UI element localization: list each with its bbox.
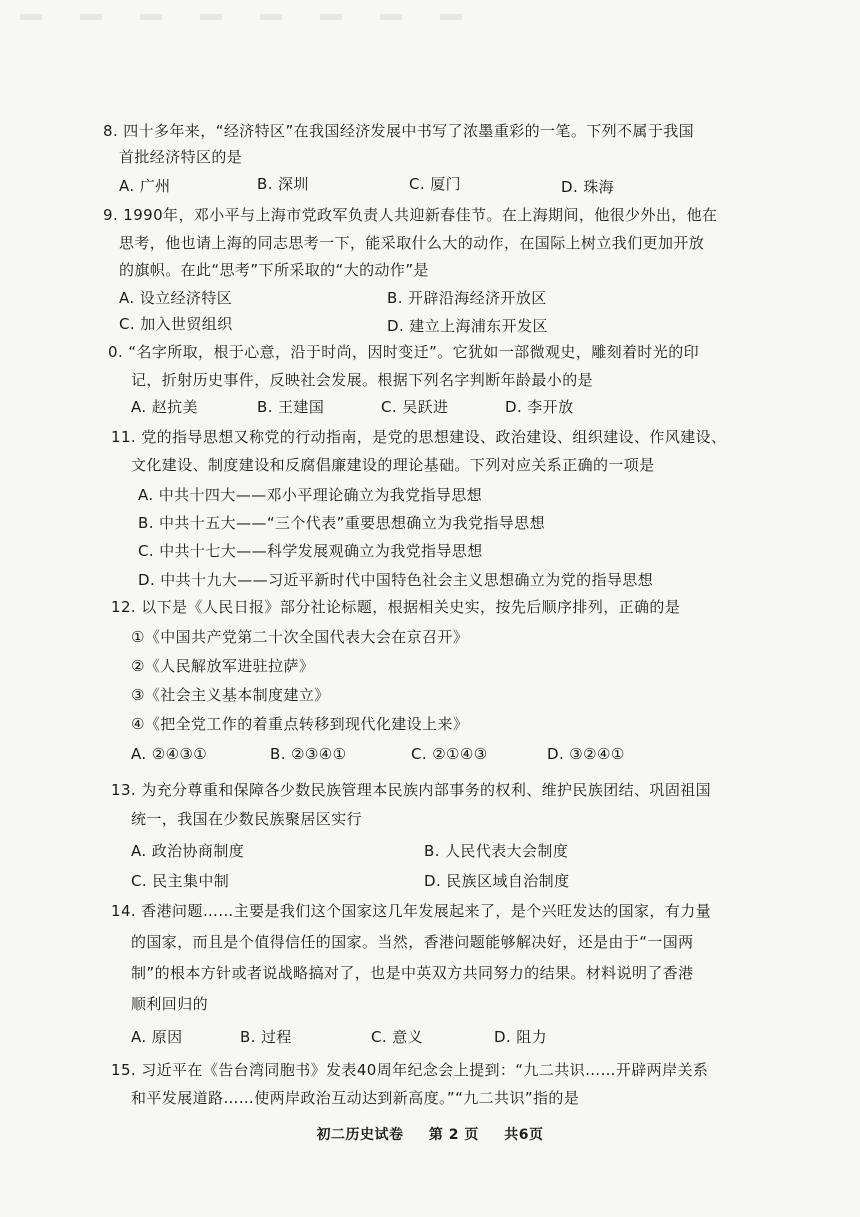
q11-option-d: D. 中共十九大——习近平新时代中国特色社会主义思想确立为党的指导思想 (138, 571, 654, 589)
q13-option-a: A. 政治协商制度 (131, 842, 245, 860)
q14-stem-line2: 的国家，而且是个值得信任的国家。当然，香港问题能够解决好，还是由于“一国两 (131, 933, 694, 951)
q9-stem-line1: 9. 1990年，邓小平与上海市党政军负责人共迎新春佳节。在上海期间，他很少外出，他在 (103, 206, 718, 224)
q11-option-b: B. 中共十五大——“三个代表”重要思想确立为我党指导思想 (138, 514, 545, 532)
q14-stem-line1: 14. 香港问题……主要是我们这个国家这几年发展起来了，是个兴旺发达的国家，有力量 (111, 902, 712, 920)
q8-stem-line1: 8. 四十多年来，“经济特区”在我国经济发展中书写了浓墨重彩的一笔。下列不属于我国 (103, 122, 695, 140)
q8-option-c: C. 厦门 (409, 175, 462, 193)
q14-stem-line4: 顺利回归的 (131, 995, 209, 1013)
q11-option-a: A. 中共十四大——邓小平理论确立为我党指导思想 (138, 486, 483, 504)
q8-option-a: A. 广州 (119, 177, 171, 195)
q13-stem-line2: 统一，我国在少数民族聚居区实行 (131, 810, 363, 828)
q12-option-b: B. ②③④① (270, 745, 347, 763)
q10-option-d: D. 李开放 (505, 398, 574, 416)
footer-title: 初二历史试卷 (316, 1127, 404, 1143)
q12-item-2: ②《人民解放军进驻拉萨》 (131, 657, 315, 675)
q8-option-d: D. 珠海 (561, 178, 615, 196)
scan-artifact (20, 14, 480, 20)
q9-stem-line2: 思考，他也请上海的同志思考一下，能采取什么大的动作，在国际上树立我们更加开放 (119, 234, 705, 252)
q10-option-a: A. 赵抗美 (131, 398, 198, 416)
q14-option-d: D. 阻力 (494, 1028, 548, 1046)
q10-option-b: B. 王建国 (257, 398, 325, 416)
q8-option-b: B. 深圳 (257, 175, 309, 193)
q9-option-c: C. 加入世贸组织 (119, 315, 233, 333)
q12-stem-line1: 12. 以下是《人民日报》部分社论标题，根据相关史实，按先后顺序排列，正确的是 (111, 598, 681, 616)
q13-stem-line1: 13. 为充分尊重和保障各少数民族管理本民族内部事务的权利、维护民族团结、巩固祖国 (111, 781, 712, 799)
q13-option-d: D. 民族区域自治制度 (424, 872, 570, 890)
page-footer (0, 1124, 860, 1144)
q9-stem-line3: 的旗帜。在此“思考”下所采取的“大的动作”是 (119, 261, 429, 279)
q9-option-b: B. 开辟沿海经济开放区 (387, 289, 547, 307)
q13-option-b: B. 人民代表大会制度 (424, 842, 569, 860)
q10-stem-line1: 0. “名字所取，根于心意，沿于时尚，因时变迁”。它犹如一部微观史，雕刻着时光的印 (108, 343, 700, 361)
q13-option-c: C. 民主集中制 (131, 872, 230, 890)
q15-stem-line1: 15. 习近平在《告台湾同胞书》发表40周年纪念会上提到：“九二共识……开辟两岸关系 (111, 1061, 709, 1079)
q11-option-c: C. 中共十七大——科学发展观确立为我党指导思想 (138, 542, 483, 560)
q12-option-c: C. ②①④③ (411, 745, 488, 763)
q11-stem-line2: 文化建设、制度建设和反腐倡廉建设的理论基础。下列对应关系正确的一项是 (131, 456, 655, 474)
q14-stem-line3: 制”的根本方针或者说战略搞对了，也是中英双方共同努力的结果。材料说明了香港 (131, 964, 694, 982)
q12-option-a: A. ②④③① (131, 745, 208, 763)
q12-option-d: D. ③②④① (547, 745, 625, 763)
q14-option-a: A. 原因 (131, 1028, 183, 1046)
q9-option-d: D. 建立上海浦东开发区 (387, 317, 548, 335)
q14-option-c: C. 意义 (371, 1028, 424, 1046)
q12-item-1: ①《中国共产党第二十次全国代表大会在京召开》 (131, 628, 469, 646)
q9-option-a: A. 设立经济特区 (119, 289, 233, 307)
q11-stem-line1: 11. 党的指导思想又称党的行动指南，是党的思想建设、政治建设、组织建设、作风建设、 (111, 428, 727, 446)
q10-stem-line2: 记，折射历史事件，反映社会发展。根据下列名字判断年龄最小的是 (131, 371, 594, 389)
q12-item-3: ③《社会主义基本制度建立》 (131, 686, 330, 704)
q15-stem-line2: 和平发展道路……使两岸政治互动达到新高度。”“九二共识”指的是 (131, 1089, 580, 1107)
footer-page-number: 第 2 页 (428, 1127, 479, 1143)
q8-stem-line2: 首批经济特区的是 (119, 148, 243, 166)
q10-option-c: C. 吴跃进 (381, 398, 449, 416)
q14-option-b: B. 过程 (240, 1028, 292, 1046)
q12-item-4: ④《把全党工作的着重点转移到现代化建设上来》 (131, 715, 469, 733)
footer-total-pages: 共6页 (504, 1127, 544, 1143)
